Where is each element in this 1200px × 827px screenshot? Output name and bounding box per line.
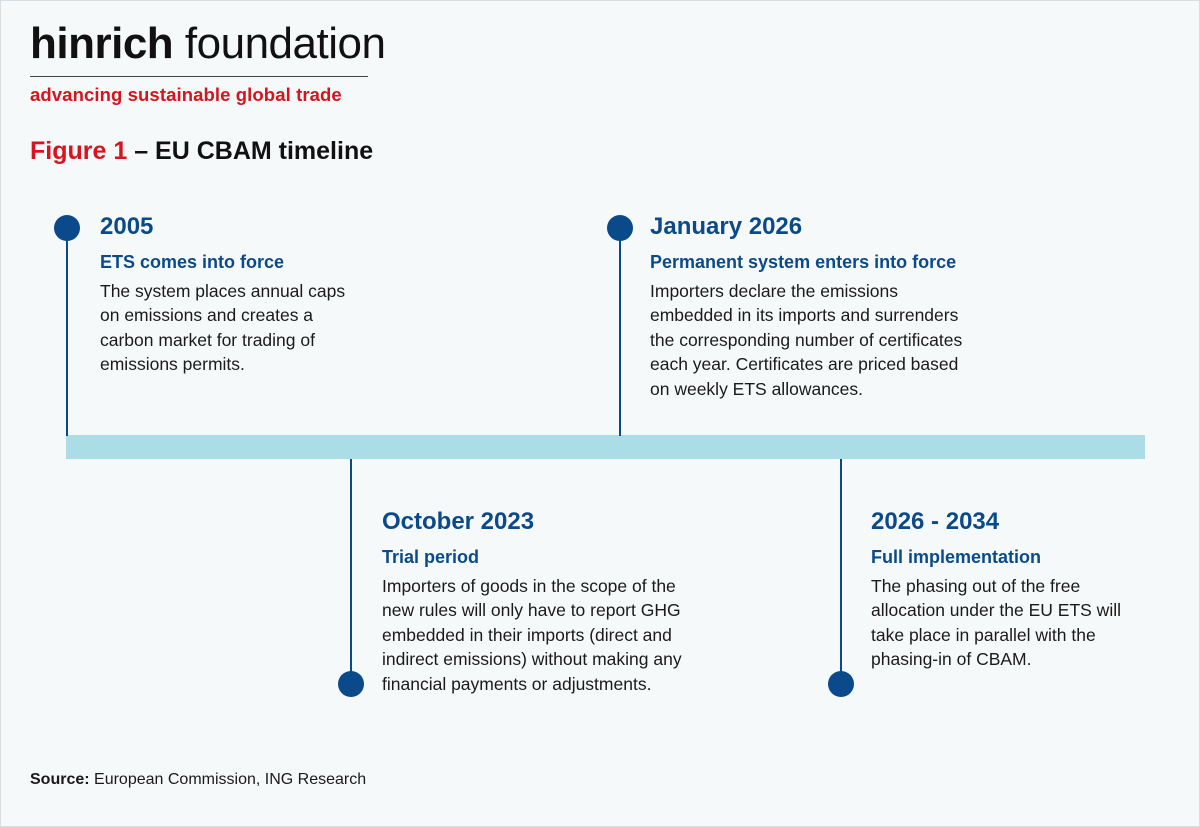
logo-underline <box>30 76 368 77</box>
event-heading: Permanent system enters into force <box>650 252 957 272</box>
source-label: Source: <box>30 771 90 788</box>
event-line: on weekly ETS allowances. <box>650 378 864 399</box>
event-date: 2026 - 2034 <box>871 508 1000 535</box>
event-line: embedded in its imports and surrenders <box>650 305 959 326</box>
timeline-marker-oct-2023 <box>338 671 364 697</box>
timeline-marker-jan-2026 <box>607 215 633 241</box>
logo-name-light: foundation <box>173 19 386 68</box>
figure-number: Figure 1 <box>30 137 128 165</box>
event-line: allocation under the EU ETS will <box>871 600 1121 621</box>
logo-tagline: advancing sustainable global trade <box>30 84 342 105</box>
event-line: Importers declare the emissions <box>650 280 899 301</box>
event-line: each year. Certificates are priced based <box>650 354 959 375</box>
event-line: the corresponding number of certificates <box>650 329 963 350</box>
event-line: on emissions and creates a <box>100 305 314 326</box>
event-line: indirect emissions) without making any <box>382 649 682 670</box>
logo-name-bold: hinrich <box>30 19 174 68</box>
event-line: phasing-in of CBAM. <box>871 649 1032 670</box>
timeline-marker-2005 <box>54 215 80 241</box>
event-line: new rules will only have to report GHG <box>382 600 681 621</box>
event-line: The phasing out of the free <box>871 575 1081 596</box>
timeline-axis <box>66 435 1145 459</box>
event-line: emissions permits. <box>100 354 245 375</box>
figure-title-text: – EU CBAM timeline <box>127 137 374 165</box>
timeline-event-oct-2023 <box>382 510 762 696</box>
timeline-event-2026-2034 <box>871 510 1171 672</box>
event-description <box>100 279 420 377</box>
timeline-stem-jan-2026 <box>619 228 621 436</box>
event-date: October 2023 <box>382 508 535 535</box>
source-note <box>30 771 366 789</box>
timeline-event-2005 <box>100 215 420 377</box>
event-line: carbon market for trading of <box>100 329 315 350</box>
event-heading: ETS comes into force <box>100 252 285 272</box>
event-line: Importers of goods in the scope of the <box>382 575 676 596</box>
event-line: take place in parallel with the <box>871 624 1096 645</box>
event-date: 2005 <box>100 213 154 240</box>
timeline-event-jan-2026 <box>650 215 1050 401</box>
event-description <box>871 574 1171 672</box>
event-description <box>382 574 762 697</box>
logo-wordmark <box>30 19 386 68</box>
event-line: The system places annual caps <box>100 280 346 301</box>
source-text: European Commission, ING Research <box>89 771 367 788</box>
event-line: embedded in their imports (direct and <box>382 624 672 645</box>
event-heading: Trial period <box>382 547 480 567</box>
timeline-stem-oct-2023 <box>350 459 352 684</box>
event-date: January 2026 <box>650 213 803 240</box>
event-description <box>650 279 1050 402</box>
timeline-marker-2026-2034 <box>828 671 854 697</box>
event-line: financial payments or adjustments. <box>382 673 652 694</box>
figure-title <box>30 137 373 166</box>
event-heading: Full implementation <box>871 547 1042 567</box>
timeline-stem-2005 <box>66 228 68 436</box>
timeline-stem-2026-2034 <box>840 459 842 684</box>
